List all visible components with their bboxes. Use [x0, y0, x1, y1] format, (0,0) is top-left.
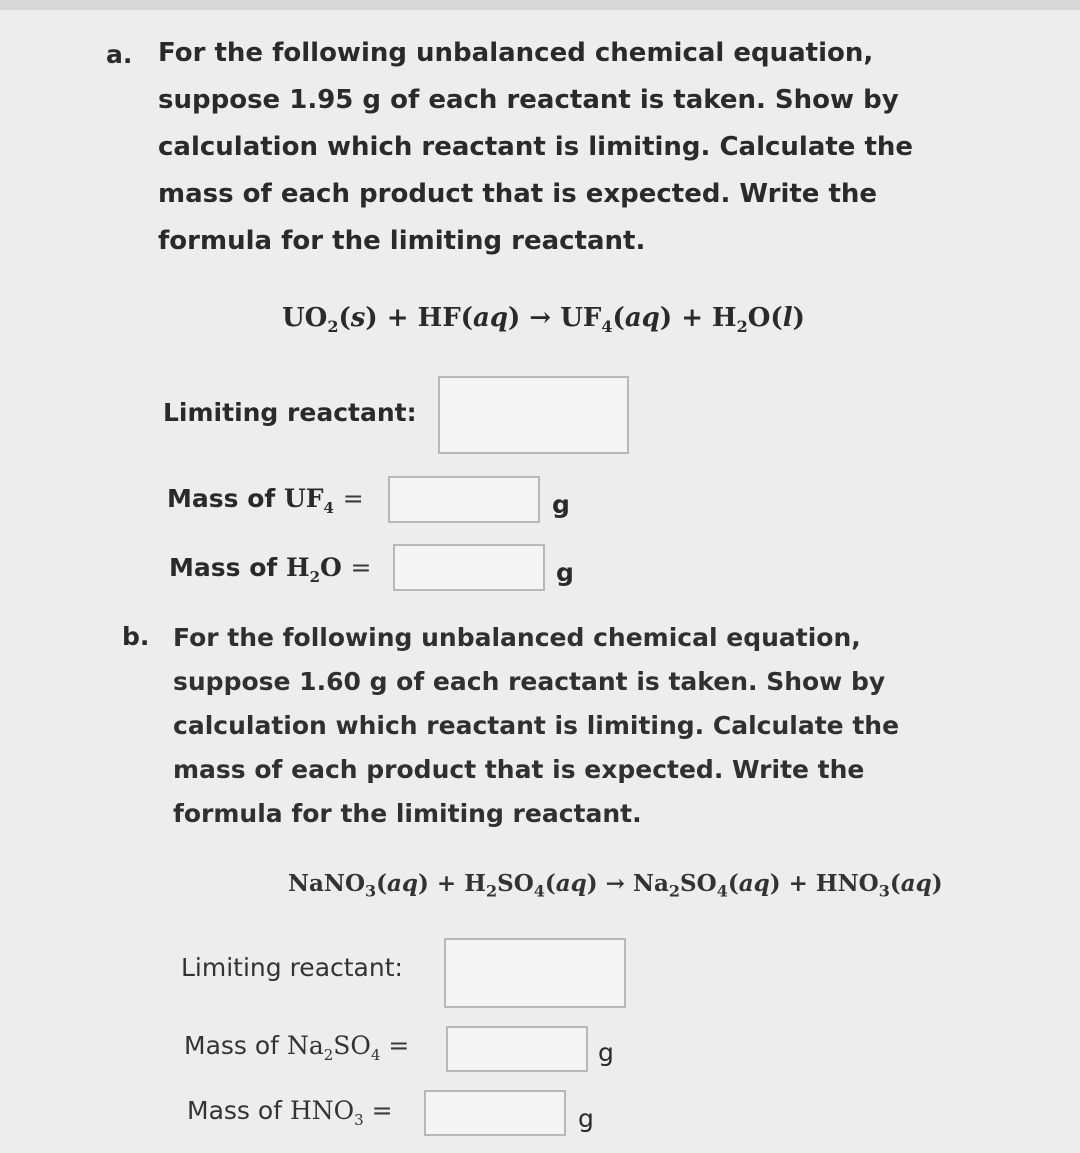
part-b-prompt: For the following unbalanced chemical equation, suppose 1.60 g of each reactant is taken. Show by calculation which reactant is limiting. Calculate the mass of each product that is expected. Write the formula for the limiting reactant.: [173, 623, 900, 828]
part-b-mass1-input[interactable]: [446, 1026, 588, 1072]
part-a-mass2-unit: g: [556, 558, 574, 587]
part-a-mass1-input[interactable]: [388, 476, 540, 523]
part-b-mass2-unit: g: [578, 1104, 594, 1133]
part-a-limiting-input[interactable]: [438, 376, 629, 454]
part-b-marker: b.: [122, 622, 150, 651]
part-b-mass2-input[interactable]: [424, 1090, 566, 1136]
part-b-mass1-unit: g: [598, 1038, 614, 1067]
part-a-prompt: For the following unbalanced chemical equation, suppose 1.95 g of each reactant is taken. Show by calculation which reactant is limiting. Calculate the mass of each product that is expected. Write the formula for the limiting reactant.: [158, 38, 914, 256]
part-b-limiting-label: Limiting reactant:: [181, 953, 403, 982]
part-a-mass1-unit: g: [552, 490, 570, 519]
part-a-mass2-input[interactable]: [393, 544, 545, 591]
part-a-mass1-label: Mass of $UF_4$ =: [167, 484, 364, 517]
part-a-limiting-label: Limiting reactant:: [163, 398, 417, 427]
part-a-marker: a.: [106, 40, 133, 69]
part-b-mass2-label: Mass of $HNO_3$ =: [187, 1096, 393, 1129]
part-b-equation: NaNO$_3$(aq) + $H_2SO_4(aq) \to Na_2SO_4(aq) + HNO_3(aq)$: [288, 870, 943, 901]
part-a-equation: $UO_2(s) + HF(aq) \to UF_4(aq) + H_2O(l)$: [282, 303, 805, 337]
part-a-mass2-label: Mass of $H_2O$ =: [169, 553, 372, 586]
part-b-limiting-input[interactable]: [444, 938, 626, 1008]
top-edge: [0, 0, 1080, 10]
part-b-mass1-label: Mass of $Na_2SO_4$ =: [184, 1031, 410, 1064]
